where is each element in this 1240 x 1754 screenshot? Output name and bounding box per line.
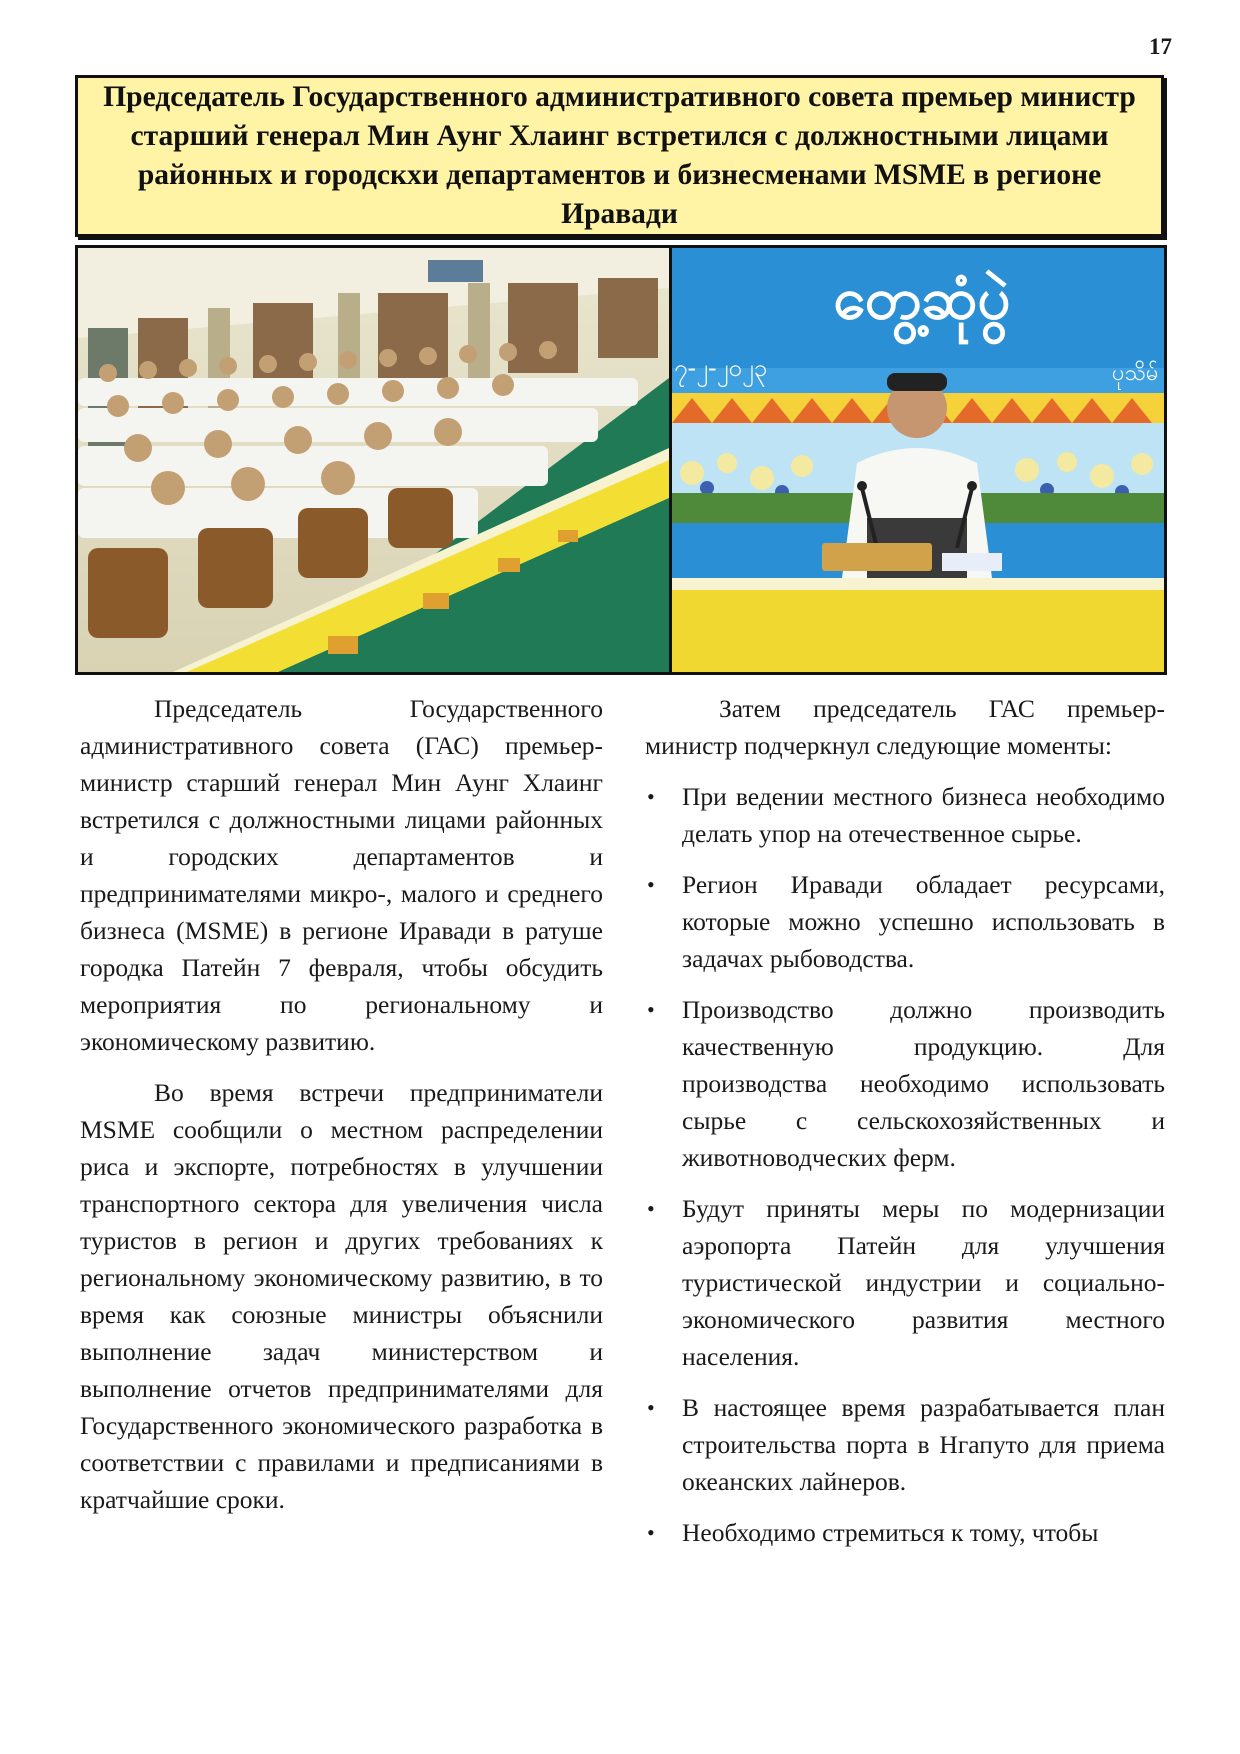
photo-meeting-audience	[78, 248, 669, 672]
bullet-icon: •	[647, 784, 655, 809]
list-item: • Регион Иравади обладает ресурсами, которые можно успешно использовать в задачах рыбоводства.	[645, 866, 1165, 977]
bullet-icon: •	[647, 997, 655, 1022]
list-item: • Необходимо стремиться к тому, чтобы	[645, 1514, 1165, 1551]
list-item: • В настоящее время разрабатывается план строительства порта в Нгапуто для приема океанских лайнеров.	[645, 1389, 1165, 1500]
photo-speaker-podium	[672, 248, 1164, 672]
paragraph-points-intro: Затем председатель ГАС премьер-министр подчеркнул следующие моменты:	[645, 694, 1165, 760]
banner-title: တွေ့ဆုံပွဲ	[833, 264, 1011, 332]
right-column	[645, 690, 1165, 1551]
bullet-icon: •	[647, 1196, 655, 1221]
list-item: • Будут приняты меры по модернизации аэропорта Патейн для улучшения туристической индустрии и социально-экономического развития местного населения.	[645, 1190, 1165, 1375]
list-item: • При ведении местного бизнеса необходимо делать упор на отечественное сырье.	[645, 778, 1165, 852]
bullet-icon: •	[647, 1395, 655, 1420]
banner-partial: ပုသိမ်	[1112, 361, 1159, 386]
bullet-icon: •	[647, 872, 655, 897]
paragraph-intro: Председатель Государственного административного совета (ГАС) премьер-министр старший генерал Мин Аунг Хлаинг встретился с должностными лицами районных и городских департаментов и предпринимателями микро-, малого и среднего бизнеса (MSME) в регионе Иравади в ратуше городка Патейн 7 февраля, чтобы обсудить мероприятия по региональному и экономическому развитию.	[80, 694, 603, 1056]
paragraph-meeting: Во время встречи предприниматели MSME сообщили о местном распределении риса и экспорте, потребностях в улучшении транспортного сектора для увеличения числа туристов в регион и других требованиях к региональному экономическому развитию, в то время как союзные министры объяснили выполнение задач министерством и выполнение отчетов предпринимателями для Государственного экономического разработка в соответствии с правилами и предписаниями в кратчайшие сроки.	[80, 1078, 603, 1514]
list-item: • Производство должно производить качественную продукцию. Для производства необходимо использовать сырье с сельскохозяйственных и животноводческих ферм.	[645, 991, 1165, 1176]
left-column	[80, 690, 603, 1532]
photo-frame	[75, 245, 1167, 675]
key-points-list	[645, 778, 1165, 1551]
bullet-icon: •	[647, 1520, 655, 1545]
article-title: Председатель Государственного административного совета премьер министр старший генерал Мин Аунг Хлаинг встретился с должностными лицами районных и городскхи департаментов и бизнесменами MSME в регионе Иравади	[103, 81, 1136, 230]
banner-date: ၇-၂-၂၀၂၃	[674, 354, 768, 382]
title-box	[75, 75, 1164, 237]
page-number: 17	[1149, 34, 1172, 59]
